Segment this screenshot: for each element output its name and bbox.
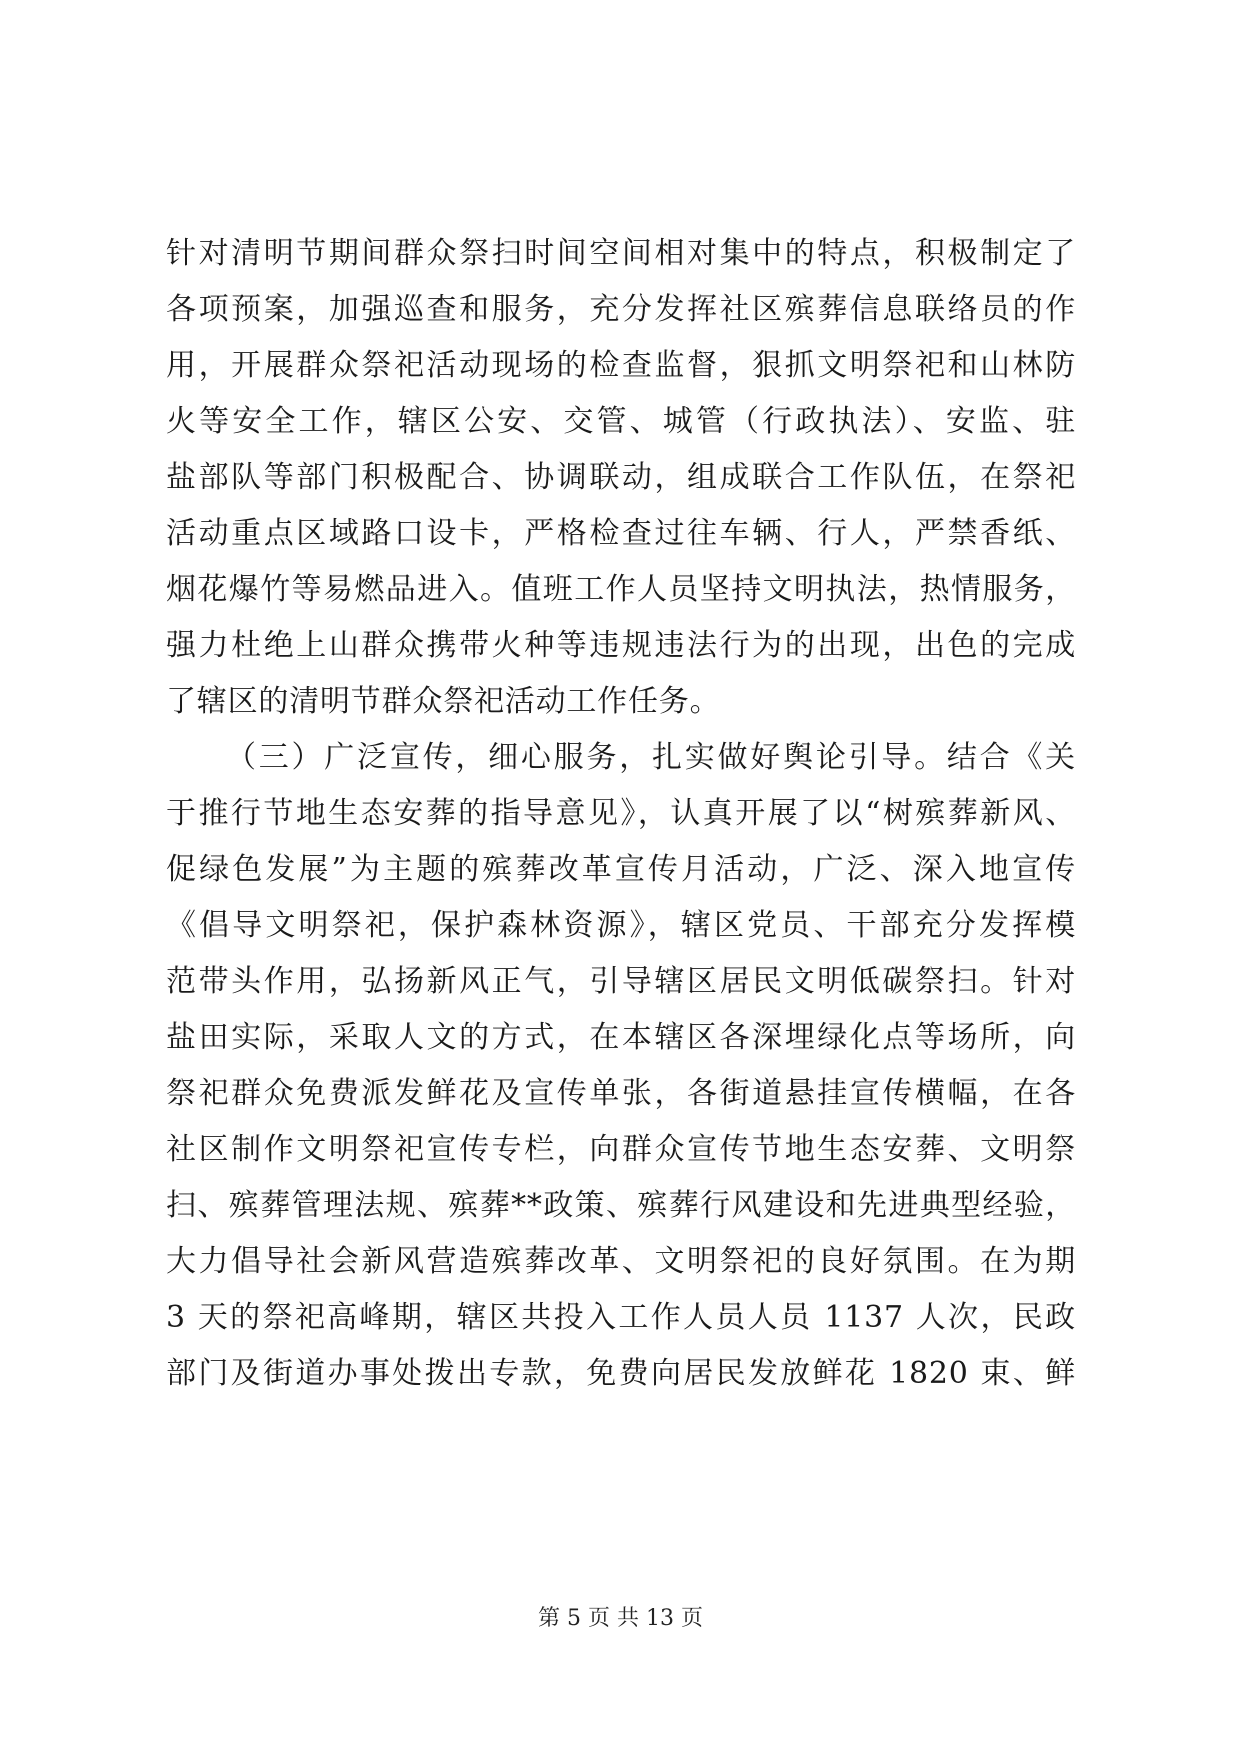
text-line: 各项预案，加强巡查和服务，充分发挥社区殡葬信息联络员的作 — [166, 292, 1076, 327]
text-line: 部门及街道办事处拨出专款，免费向居民发放鲜花 1820 束、鲜 — [166, 1356, 1076, 1391]
section-heading-line: （三）广泛宣传，细心服务，扎实做好舆论引导。结合《关 — [226, 740, 1076, 775]
text-line: 了辖区的清明节群众祭祀活动工作任务。 — [166, 684, 721, 719]
text-line: 促绿色发展”为主题的殡葬改革宣传月活动，广泛、深入地宣传 — [166, 852, 1076, 887]
text-line: 范带头作用，弘扬新风正气，引导辖区居民文明低碳祭扫。针对 — [166, 964, 1076, 999]
text-line: 火等安全工作，辖区公安、交管、城管（行政执法）、安监、驻 — [166, 404, 1076, 439]
text-line: 扫、殡葬管理法规、殡葬**政策、殡葬行风建设和先进典型经验， — [166, 1188, 1076, 1223]
text-line: 活动重点区域路口设卡，严格检查过往车辆、行人，严禁香纸、 — [166, 516, 1076, 551]
text-line: 于推行节地生态安葬的指导意见》，认真开展了以“树殡葬新风、 — [166, 796, 1076, 831]
text-line: 强力杜绝上山群众携带火种等违规违法行为的出现，出色的完成 — [166, 628, 1076, 663]
text-line: 盐部队等部门积极配合、协调联动，组成联合工作队伍，在祭祀 — [166, 460, 1076, 495]
page-number-footer: 第 5 页 共 13 页 — [538, 1606, 703, 1631]
text-line: 社区制作文明祭祀宣传专栏，向群众宣传节地生态安葬、文明祭 — [166, 1132, 1076, 1167]
text-line: 《倡导文明祭祀，保护森林资源》，辖区党员、干部充分发挥模 — [166, 908, 1076, 943]
text-line: 用，开展群众祭祀活动现场的检查监督，狠抓文明祭祀和山林防 — [166, 348, 1076, 383]
text-line: 烟花爆竹等易燃品进入。值班工作人员坚持文明执法，热情服务， — [166, 572, 1076, 607]
text-line: 祭祀群众免费派发鲜花及宣传单张，各街道悬挂宣传横幅，在各 — [166, 1076, 1076, 1111]
text-line: 针对清明节期间群众祭扫时间空间相对集中的特点，积极制定了 — [166, 236, 1076, 271]
body-text — [166, 226, 1076, 1402]
text-line: 3 天的祭祀高峰期，辖区共投入工作人员人员 1137 人次，民政 — [166, 1300, 1076, 1335]
text-line: 大力倡导社会新风营造殡葬改革、文明祭祀的良好氛围。在为期 — [166, 1244, 1076, 1279]
text-line: 盐田实际，采取人文的方式，在本辖区各深埋绿化点等场所，向 — [166, 1020, 1076, 1055]
